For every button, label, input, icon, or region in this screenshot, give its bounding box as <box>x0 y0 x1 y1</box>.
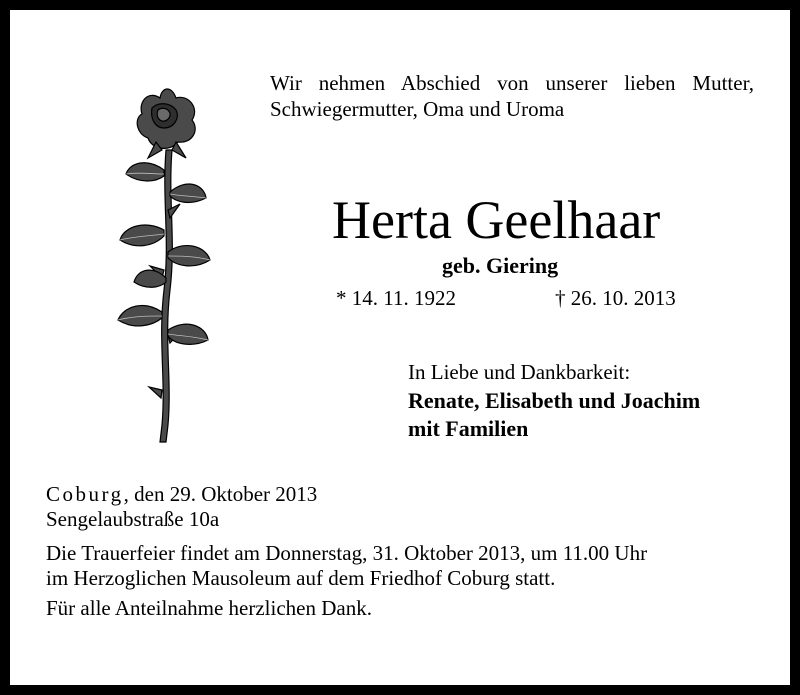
intro-text <box>270 70 754 122</box>
mourners-line-2: mit Familien <box>408 416 529 441</box>
birth-date: * 14. 11. 1922 <box>336 286 456 310</box>
thanks-text: Für alle Anteilnahme herzlichen Dank. <box>46 596 372 620</box>
deceased-name: Herta Geelhaar <box>332 190 661 250</box>
place-date: , den 29. Oktober 2013 <box>123 482 318 506</box>
mourners-intro: In Liebe und Dankbarkeit: <box>408 360 631 384</box>
intro-line-1: Wir nehmen Abschied von unserer lieben Mutter, <box>270 71 754 95</box>
maiden-name: geb. Giering <box>442 253 559 278</box>
ceremony-line-1: Die Trauerfeier findet am Donnerstag, 31. Oktober 2013, um 11.00 Uhr <box>46 541 648 565</box>
place-and-date <box>46 482 317 506</box>
mourners-line-1: Renate, Elisabeth und Joachim <box>408 388 701 413</box>
intro-line-2: Schwiegermutter, Oma und Uroma <box>270 97 565 121</box>
mourners-names <box>408 387 700 443</box>
place-city: Coburg <box>46 482 124 506</box>
death-date: † 26. 10. 2013 <box>555 286 676 310</box>
rose-illustration <box>100 80 230 450</box>
ceremony-info <box>46 541 647 591</box>
address: Sengelaubstraße 10a <box>46 507 220 531</box>
ceremony-line-2: im Herzoglichen Mausoleum auf dem Friedhof Coburg statt. <box>46 566 556 590</box>
